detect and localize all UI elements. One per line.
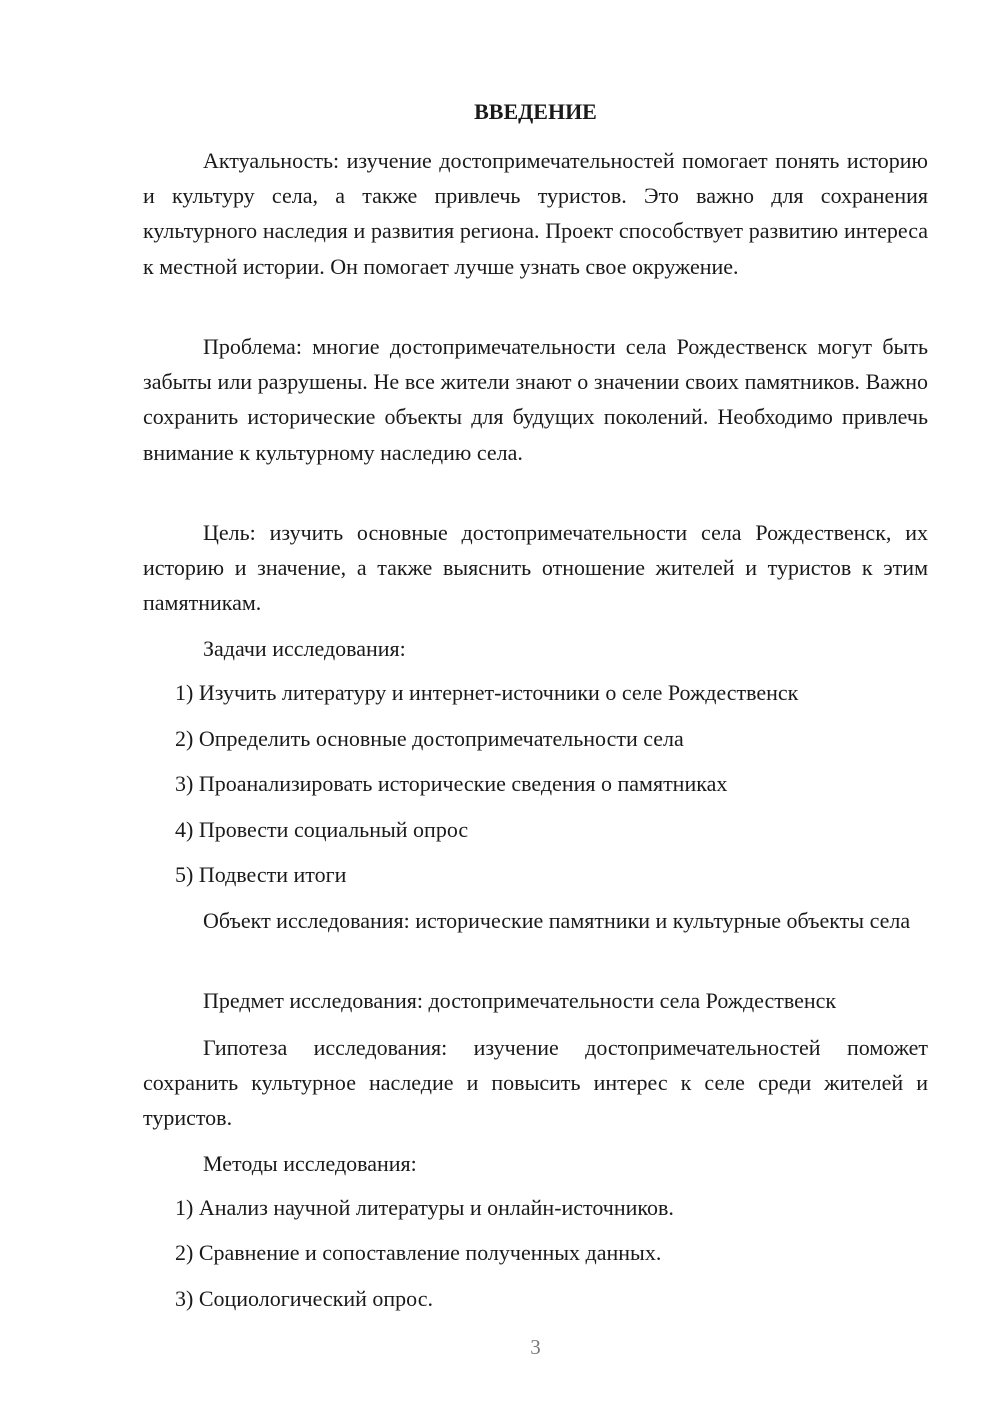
task-item-3: 3) Проанализировать исторические сведения о памятниках xyxy=(175,771,728,796)
tasks-title: Задачи исследования: xyxy=(203,636,406,661)
method-item-1: 1) Анализ научной литературы и онлайн-источников. xyxy=(175,1195,674,1220)
subject-paragraph: Предмет исследования: достопримечательности села Рождественск xyxy=(203,988,837,1013)
page-title: ВВЕДЕНИЕ xyxy=(474,99,597,124)
page-number: 3 xyxy=(530,1335,541,1359)
task-item-5: 5) Подвести итоги xyxy=(175,862,347,887)
object-paragraph: Объект исследования: исторические памятники и культурные объекты села xyxy=(203,908,911,933)
task-item-2: 2) Определить основные достопримечательности села xyxy=(175,726,684,751)
problem-paragraph: Проблема: многие достопримечательности села Рождественск могут быть забыты или разрушены. Не все жители знают о значении своих памятников. Важно сохранить исторические объекты для будущих поколений. Необходимо привлечь внимание к культурному наследию села. xyxy=(143,334,928,465)
task-item-1: 1) Изучить литературу и интернет-источники о селе Рождественск xyxy=(175,680,799,705)
document-page xyxy=(143,0,928,1414)
task-item-4: 4) Провести социальный опрос xyxy=(175,817,469,842)
hypothesis-paragraph: Гипотеза исследования: изучение достопримечательностей поможет сохранить культурное наследие и повысить интерес к селе среди жителей и туристов. xyxy=(143,1035,928,1131)
goal-paragraph: Цель: изучить основные достопримечательности села Рождественск, их историю и значение, а также выяснить отношение жителей и туристов к этим памятникам. xyxy=(143,520,928,616)
methods-title: Методы исследования: xyxy=(203,1151,417,1176)
relevance-paragraph: Актуальность: изучение достопримечательностей помогает понять историю и культуру села, а также привлечь туристов. Это важно для сохранения культурного наследия и развития региона. Проект способствует развитию интереса к местной истории. Он помогает лучше узнать свое окружение. xyxy=(143,148,928,279)
method-item-2: 2) Сравнение и сопоставление полученных данных. xyxy=(175,1240,662,1265)
method-item-3: 3) Социологический опрос. xyxy=(175,1286,433,1311)
